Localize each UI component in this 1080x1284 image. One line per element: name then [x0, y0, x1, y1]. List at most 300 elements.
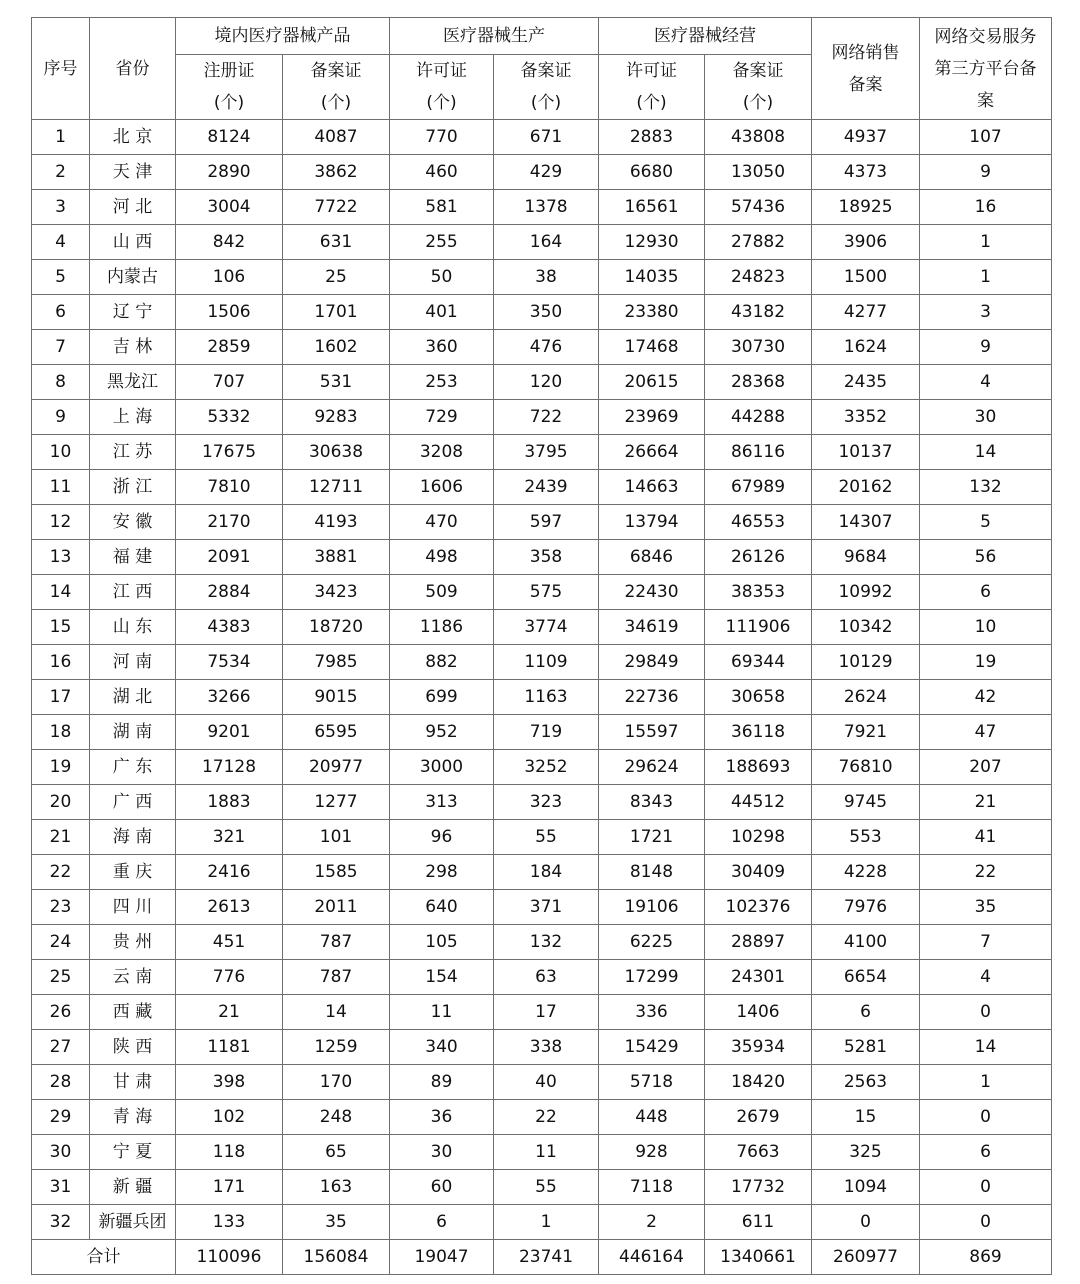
- row-platform-cell: 21: [920, 785, 1052, 820]
- row-seq-cell: 13: [32, 540, 90, 575]
- row-operation-record-cell: 111906: [705, 610, 812, 645]
- row-province-cell: 黑龙江: [90, 365, 176, 400]
- row-dp-record-cell: 35: [283, 1205, 390, 1240]
- row-operation-license-cell: 26664: [599, 435, 705, 470]
- row-production-license-cell: 460: [390, 155, 494, 190]
- row-province-cell: 湖 北: [90, 680, 176, 715]
- row-dp-registration-cell: 2890: [176, 155, 283, 190]
- table-row: [32, 750, 1052, 785]
- row-online-sales-cell: 0: [812, 1205, 920, 1240]
- row-seq-cell: 8: [32, 365, 90, 400]
- row-province-cell: 贵 州: [90, 925, 176, 960]
- row-operation-record-cell: 30658: [705, 680, 812, 715]
- row-production-license-cell: 253: [390, 365, 494, 400]
- row-online-sales-cell: 325: [812, 1135, 920, 1170]
- row-operation-record-cell: 44288: [705, 400, 812, 435]
- row-dp-record-cell: 631: [283, 225, 390, 260]
- row-platform-cell: 3: [920, 295, 1052, 330]
- row-province-cell: 广 东: [90, 750, 176, 785]
- row-platform-cell: 10: [920, 610, 1052, 645]
- row-platform-cell: 0: [920, 995, 1052, 1030]
- row-seq-cell: 2: [32, 155, 90, 190]
- row-province-cell: 广 西: [90, 785, 176, 820]
- row-province-cell: 江 苏: [90, 435, 176, 470]
- table-footer: [32, 1240, 1052, 1275]
- row-online-sales-cell: 4277: [812, 295, 920, 330]
- row-province-cell: 河 南: [90, 645, 176, 680]
- row-seq-cell: 22: [32, 855, 90, 890]
- row-seq-cell: 30: [32, 1135, 90, 1170]
- row-online-sales-cell: 4228: [812, 855, 920, 890]
- row-production-license-cell: 581: [390, 190, 494, 225]
- row-production-record-cell: 722: [494, 400, 599, 435]
- row-online-sales-cell: 1624: [812, 330, 920, 365]
- row-operation-license-cell: 2: [599, 1205, 705, 1240]
- total-cell: 1340661: [705, 1240, 812, 1275]
- total-cell: 156084: [283, 1240, 390, 1275]
- row-province-cell: 安 徽: [90, 505, 176, 540]
- row-production-record-cell: 17: [494, 995, 599, 1030]
- row-seq-cell: 18: [32, 715, 90, 750]
- row-province-cell: 北 京: [90, 120, 176, 155]
- row-dp-record-cell: 1585: [283, 855, 390, 890]
- row-dp-record-cell: 163: [283, 1170, 390, 1205]
- total-cell: 19047: [390, 1240, 494, 1275]
- row-operation-record-cell: 28897: [705, 925, 812, 960]
- row-seq-cell: 10: [32, 435, 90, 470]
- row-dp-record-cell: 12711: [283, 470, 390, 505]
- row-platform-cell: 42: [920, 680, 1052, 715]
- row-platform-cell: 47: [920, 715, 1052, 750]
- row-seq-cell: 6: [32, 295, 90, 330]
- table-row: [32, 155, 1052, 190]
- row-seq-cell: 16: [32, 645, 90, 680]
- row-operation-license-cell: 928: [599, 1135, 705, 1170]
- row-online-sales-cell: 2435: [812, 365, 920, 400]
- table-row: [32, 330, 1052, 365]
- row-operation-license-cell: 17468: [599, 330, 705, 365]
- row-production-record-cell: 11: [494, 1135, 599, 1170]
- row-dp-record-cell: 9283: [283, 400, 390, 435]
- row-dp-record-cell: 248: [283, 1100, 390, 1135]
- row-dp-record-cell: 170: [283, 1065, 390, 1100]
- row-dp-record-cell: 1259: [283, 1030, 390, 1065]
- row-operation-license-cell: 6846: [599, 540, 705, 575]
- row-seq-cell: 3: [32, 190, 90, 225]
- row-production-license-cell: 154: [390, 960, 494, 995]
- row-dp-registration-cell: 1181: [176, 1030, 283, 1065]
- row-dp-registration-cell: 3266: [176, 680, 283, 715]
- row-seq-cell: 31: [32, 1170, 90, 1205]
- row-production-record-cell: 1378: [494, 190, 599, 225]
- row-dp-registration-cell: 9201: [176, 715, 283, 750]
- row-production-license-cell: 3000: [390, 750, 494, 785]
- row-dp-registration-cell: 842: [176, 225, 283, 260]
- row-seq-cell: 27: [32, 1030, 90, 1065]
- row-seq-cell: 9: [32, 400, 90, 435]
- row-online-sales-cell: 9745: [812, 785, 920, 820]
- row-operation-record-cell: 24301: [705, 960, 812, 995]
- row-dp-registration-cell: 3004: [176, 190, 283, 225]
- row-province-cell: 海 南: [90, 820, 176, 855]
- row-operation-license-cell: 22736: [599, 680, 705, 715]
- row-operation-license-cell: 29849: [599, 645, 705, 680]
- row-dp-registration-cell: 707: [176, 365, 283, 400]
- row-province-cell: 内蒙古: [90, 260, 176, 295]
- row-production-record-cell: 1163: [494, 680, 599, 715]
- row-online-sales-cell: 7921: [812, 715, 920, 750]
- row-seq-cell: 7: [32, 330, 90, 365]
- total-row: [32, 1240, 1052, 1275]
- row-operation-license-cell: 34619: [599, 610, 705, 645]
- row-operation-license-cell: 16561: [599, 190, 705, 225]
- row-platform-cell: 56: [920, 540, 1052, 575]
- row-production-license-cell: 882: [390, 645, 494, 680]
- table-row: [32, 610, 1052, 645]
- row-operation-record-cell: 28368: [705, 365, 812, 400]
- row-production-record-cell: 671: [494, 120, 599, 155]
- row-operation-record-cell: 7663: [705, 1135, 812, 1170]
- row-platform-cell: 207: [920, 750, 1052, 785]
- row-operation-record-cell: 44512: [705, 785, 812, 820]
- row-online-sales-cell: 9684: [812, 540, 920, 575]
- row-platform-cell: 0: [920, 1170, 1052, 1205]
- row-operation-license-cell: 5718: [599, 1065, 705, 1100]
- row-dp-registration-cell: 118: [176, 1135, 283, 1170]
- row-production-record-cell: 3252: [494, 750, 599, 785]
- total-cell: 23741: [494, 1240, 599, 1275]
- row-dp-record-cell: 1277: [283, 785, 390, 820]
- row-production-record-cell: 371: [494, 890, 599, 925]
- row-operation-record-cell: 27882: [705, 225, 812, 260]
- row-province-cell: 上 海: [90, 400, 176, 435]
- row-operation-license-cell: 15429: [599, 1030, 705, 1065]
- row-province-cell: 天 津: [90, 155, 176, 190]
- row-dp-registration-cell: 2859: [176, 330, 283, 365]
- row-online-sales-cell: 5281: [812, 1030, 920, 1065]
- row-platform-cell: 0: [920, 1205, 1052, 1240]
- row-dp-record-cell: 25: [283, 260, 390, 295]
- row-dp-registration-cell: 102: [176, 1100, 283, 1135]
- row-seq-cell: 20: [32, 785, 90, 820]
- row-seq-cell: 15: [32, 610, 90, 645]
- row-operation-license-cell: 6680: [599, 155, 705, 190]
- row-operation-license-cell: 336: [599, 995, 705, 1030]
- row-production-license-cell: 255: [390, 225, 494, 260]
- row-operation-record-cell: 30409: [705, 855, 812, 890]
- header-seq: 序号: [32, 18, 90, 120]
- row-dp-registration-cell: 21: [176, 995, 283, 1030]
- row-online-sales-cell: 3352: [812, 400, 920, 435]
- row-dp-record-cell: 1701: [283, 295, 390, 330]
- row-dp-registration-cell: 2884: [176, 575, 283, 610]
- table-row: [32, 540, 1052, 575]
- row-production-record-cell: 55: [494, 820, 599, 855]
- row-operation-license-cell: 22430: [599, 575, 705, 610]
- row-online-sales-cell: 14307: [812, 505, 920, 540]
- row-production-license-cell: 360: [390, 330, 494, 365]
- header-production-record: 备案证 (个): [494, 55, 599, 120]
- row-online-sales-cell: 1094: [812, 1170, 920, 1205]
- table-row: [32, 365, 1052, 400]
- row-production-record-cell: 164: [494, 225, 599, 260]
- row-operation-record-cell: 188693: [705, 750, 812, 785]
- table-row: [32, 435, 1052, 470]
- row-production-license-cell: 105: [390, 925, 494, 960]
- row-operation-record-cell: 67989: [705, 470, 812, 505]
- row-online-sales-cell: 10129: [812, 645, 920, 680]
- row-dp-record-cell: 4087: [283, 120, 390, 155]
- row-production-record-cell: 63: [494, 960, 599, 995]
- row-online-sales-cell: 7976: [812, 890, 920, 925]
- row-production-license-cell: 50: [390, 260, 494, 295]
- row-online-sales-cell: 20162: [812, 470, 920, 505]
- row-online-sales-cell: 18925: [812, 190, 920, 225]
- table-row: [32, 400, 1052, 435]
- row-online-sales-cell: 1500: [812, 260, 920, 295]
- row-province-cell: 陕 西: [90, 1030, 176, 1065]
- header-production-license: 许可证 (个): [390, 55, 494, 120]
- row-operation-record-cell: 30730: [705, 330, 812, 365]
- row-dp-registration-cell: 2170: [176, 505, 283, 540]
- row-dp-record-cell: 6595: [283, 715, 390, 750]
- row-dp-registration-cell: 2613: [176, 890, 283, 925]
- row-production-license-cell: 36: [390, 1100, 494, 1135]
- row-production-license-cell: 30: [390, 1135, 494, 1170]
- row-production-license-cell: 509: [390, 575, 494, 610]
- row-operation-license-cell: 6225: [599, 925, 705, 960]
- row-production-license-cell: 340: [390, 1030, 494, 1065]
- row-production-record-cell: 184: [494, 855, 599, 890]
- row-platform-cell: 1: [920, 260, 1052, 295]
- row-province-cell: 甘 肃: [90, 1065, 176, 1100]
- table-row: [32, 715, 1052, 750]
- row-operation-record-cell: 17732: [705, 1170, 812, 1205]
- row-online-sales-cell: 3906: [812, 225, 920, 260]
- row-production-record-cell: 719: [494, 715, 599, 750]
- row-dp-record-cell: 787: [283, 925, 390, 960]
- row-province-cell: 福 建: [90, 540, 176, 575]
- row-platform-cell: 22: [920, 855, 1052, 890]
- row-platform-cell: 6: [920, 1135, 1052, 1170]
- row-seq-cell: 19: [32, 750, 90, 785]
- row-operation-license-cell: 23380: [599, 295, 705, 330]
- table-row: [32, 1135, 1052, 1170]
- row-operation-license-cell: 13794: [599, 505, 705, 540]
- row-production-record-cell: 120: [494, 365, 599, 400]
- table-row: [32, 1100, 1052, 1135]
- row-production-record-cell: 132: [494, 925, 599, 960]
- row-online-sales-cell: 76810: [812, 750, 920, 785]
- row-platform-cell: 7: [920, 925, 1052, 960]
- row-online-sales-cell: 4373: [812, 155, 920, 190]
- table-row: [32, 855, 1052, 890]
- row-production-record-cell: 323: [494, 785, 599, 820]
- row-production-license-cell: 952: [390, 715, 494, 750]
- row-province-cell: 湖 南: [90, 715, 176, 750]
- row-production-record-cell: 1: [494, 1205, 599, 1240]
- row-platform-cell: 1: [920, 1065, 1052, 1100]
- row-dp-registration-cell: 17675: [176, 435, 283, 470]
- header-domestic-products: 境内医疗器械产品: [176, 18, 390, 55]
- row-production-record-cell: 22: [494, 1100, 599, 1135]
- row-online-sales-cell: 10992: [812, 575, 920, 610]
- table-row: [32, 1205, 1052, 1240]
- row-platform-cell: 14: [920, 435, 1052, 470]
- row-operation-record-cell: 36118: [705, 715, 812, 750]
- row-production-license-cell: 6: [390, 1205, 494, 1240]
- row-operation-license-cell: 17299: [599, 960, 705, 995]
- row-dp-registration-cell: 1883: [176, 785, 283, 820]
- row-dp-record-cell: 4193: [283, 505, 390, 540]
- row-operation-record-cell: 26126: [705, 540, 812, 575]
- row-seq-cell: 28: [32, 1065, 90, 1100]
- row-production-record-cell: 358: [494, 540, 599, 575]
- row-production-license-cell: 770: [390, 120, 494, 155]
- row-dp-record-cell: 9015: [283, 680, 390, 715]
- row-seq-cell: 26: [32, 995, 90, 1030]
- row-dp-registration-cell: 398: [176, 1065, 283, 1100]
- row-seq-cell: 17: [32, 680, 90, 715]
- row-platform-cell: 16: [920, 190, 1052, 225]
- row-dp-record-cell: 1602: [283, 330, 390, 365]
- row-platform-cell: 35: [920, 890, 1052, 925]
- row-dp-registration-cell: 321: [176, 820, 283, 855]
- row-production-record-cell: 429: [494, 155, 599, 190]
- row-production-license-cell: 60: [390, 1170, 494, 1205]
- total-cell: 869: [920, 1240, 1052, 1275]
- row-seq-cell: 1: [32, 120, 90, 155]
- row-production-license-cell: 1606: [390, 470, 494, 505]
- row-dp-record-cell: 14: [283, 995, 390, 1030]
- row-province-cell: 青 海: [90, 1100, 176, 1135]
- row-operation-record-cell: 10298: [705, 820, 812, 855]
- row-dp-registration-cell: 2416: [176, 855, 283, 890]
- row-platform-cell: 132: [920, 470, 1052, 505]
- header-production: 医疗器械生产: [390, 18, 599, 55]
- row-operation-record-cell: 611: [705, 1205, 812, 1240]
- table-row: [32, 1030, 1052, 1065]
- row-province-cell: 四 川: [90, 890, 176, 925]
- row-dp-registration-cell: 106: [176, 260, 283, 295]
- row-province-cell: 西 藏: [90, 995, 176, 1030]
- row-operation-license-cell: 8343: [599, 785, 705, 820]
- row-province-cell: 河 北: [90, 190, 176, 225]
- header-third-party-platform: 网络交易服务 第三方平台备 案: [920, 18, 1052, 120]
- row-operation-record-cell: 43182: [705, 295, 812, 330]
- row-seq-cell: 5: [32, 260, 90, 295]
- row-seq-cell: 23: [32, 890, 90, 925]
- row-online-sales-cell: 6: [812, 995, 920, 1030]
- row-production-license-cell: 470: [390, 505, 494, 540]
- row-platform-cell: 9: [920, 330, 1052, 365]
- header-operation: 医疗器械经营: [599, 18, 812, 55]
- row-production-license-cell: 498: [390, 540, 494, 575]
- row-production-license-cell: 96: [390, 820, 494, 855]
- medical-device-statistics-table: [31, 17, 1052, 1275]
- row-platform-cell: 19: [920, 645, 1052, 680]
- row-province-cell: 吉 林: [90, 330, 176, 365]
- row-platform-cell: 1: [920, 225, 1052, 260]
- row-production-record-cell: 38: [494, 260, 599, 295]
- header-operation-license: 许可证 (个): [599, 55, 705, 120]
- row-platform-cell: 41: [920, 820, 1052, 855]
- row-production-record-cell: 55: [494, 1170, 599, 1205]
- table-row: [32, 190, 1052, 225]
- row-operation-license-cell: 20615: [599, 365, 705, 400]
- row-online-sales-cell: 553: [812, 820, 920, 855]
- row-operation-record-cell: 2679: [705, 1100, 812, 1135]
- table-row: [32, 225, 1052, 260]
- row-online-sales-cell: 6654: [812, 960, 920, 995]
- table-row: [32, 470, 1052, 505]
- row-dp-record-cell: 2011: [283, 890, 390, 925]
- row-seq-cell: 29: [32, 1100, 90, 1135]
- row-seq-cell: 32: [32, 1205, 90, 1240]
- header-province: 省份: [90, 18, 176, 120]
- row-online-sales-cell: 15: [812, 1100, 920, 1135]
- row-seq-cell: 11: [32, 470, 90, 505]
- row-operation-license-cell: 8148: [599, 855, 705, 890]
- row-operation-record-cell: 24823: [705, 260, 812, 295]
- row-operation-license-cell: 2883: [599, 120, 705, 155]
- total-cell: 446164: [599, 1240, 705, 1275]
- row-province-cell: 辽 宁: [90, 295, 176, 330]
- row-dp-registration-cell: 4383: [176, 610, 283, 645]
- row-platform-cell: 6: [920, 575, 1052, 610]
- row-operation-record-cell: 13050: [705, 155, 812, 190]
- row-province-cell: 宁 夏: [90, 1135, 176, 1170]
- table-row: [32, 295, 1052, 330]
- header-dp-record: 备案证 (个): [283, 55, 390, 120]
- table-row: [32, 645, 1052, 680]
- row-province-cell: 云 南: [90, 960, 176, 995]
- row-operation-record-cell: 1406: [705, 995, 812, 1030]
- row-online-sales-cell: 10342: [812, 610, 920, 645]
- row-online-sales-cell: 4100: [812, 925, 920, 960]
- table-row: [32, 1170, 1052, 1205]
- row-production-license-cell: 313: [390, 785, 494, 820]
- row-province-cell: 浙 江: [90, 470, 176, 505]
- row-operation-license-cell: 448: [599, 1100, 705, 1135]
- row-production-record-cell: 575: [494, 575, 599, 610]
- row-platform-cell: 5: [920, 505, 1052, 540]
- row-platform-cell: 30: [920, 400, 1052, 435]
- row-dp-record-cell: 101: [283, 820, 390, 855]
- row-online-sales-cell: 2563: [812, 1065, 920, 1100]
- row-seq-cell: 14: [32, 575, 90, 610]
- total-cell: 260977: [812, 1240, 920, 1275]
- row-platform-cell: 107: [920, 120, 1052, 155]
- row-production-record-cell: 3774: [494, 610, 599, 645]
- row-online-sales-cell: 2624: [812, 680, 920, 715]
- row-province-cell: 重 庆: [90, 855, 176, 890]
- row-production-record-cell: 350: [494, 295, 599, 330]
- row-operation-record-cell: 38353: [705, 575, 812, 610]
- row-dp-record-cell: 18720: [283, 610, 390, 645]
- row-dp-record-cell: 7985: [283, 645, 390, 680]
- table-row: [32, 680, 1052, 715]
- row-production-record-cell: 40: [494, 1065, 599, 1100]
- table-row: [32, 260, 1052, 295]
- row-production-record-cell: 338: [494, 1030, 599, 1065]
- row-dp-record-cell: 30638: [283, 435, 390, 470]
- row-province-cell: 山 东: [90, 610, 176, 645]
- row-dp-record-cell: 7722: [283, 190, 390, 225]
- table-row: [32, 890, 1052, 925]
- row-operation-record-cell: 18420: [705, 1065, 812, 1100]
- row-production-license-cell: 401: [390, 295, 494, 330]
